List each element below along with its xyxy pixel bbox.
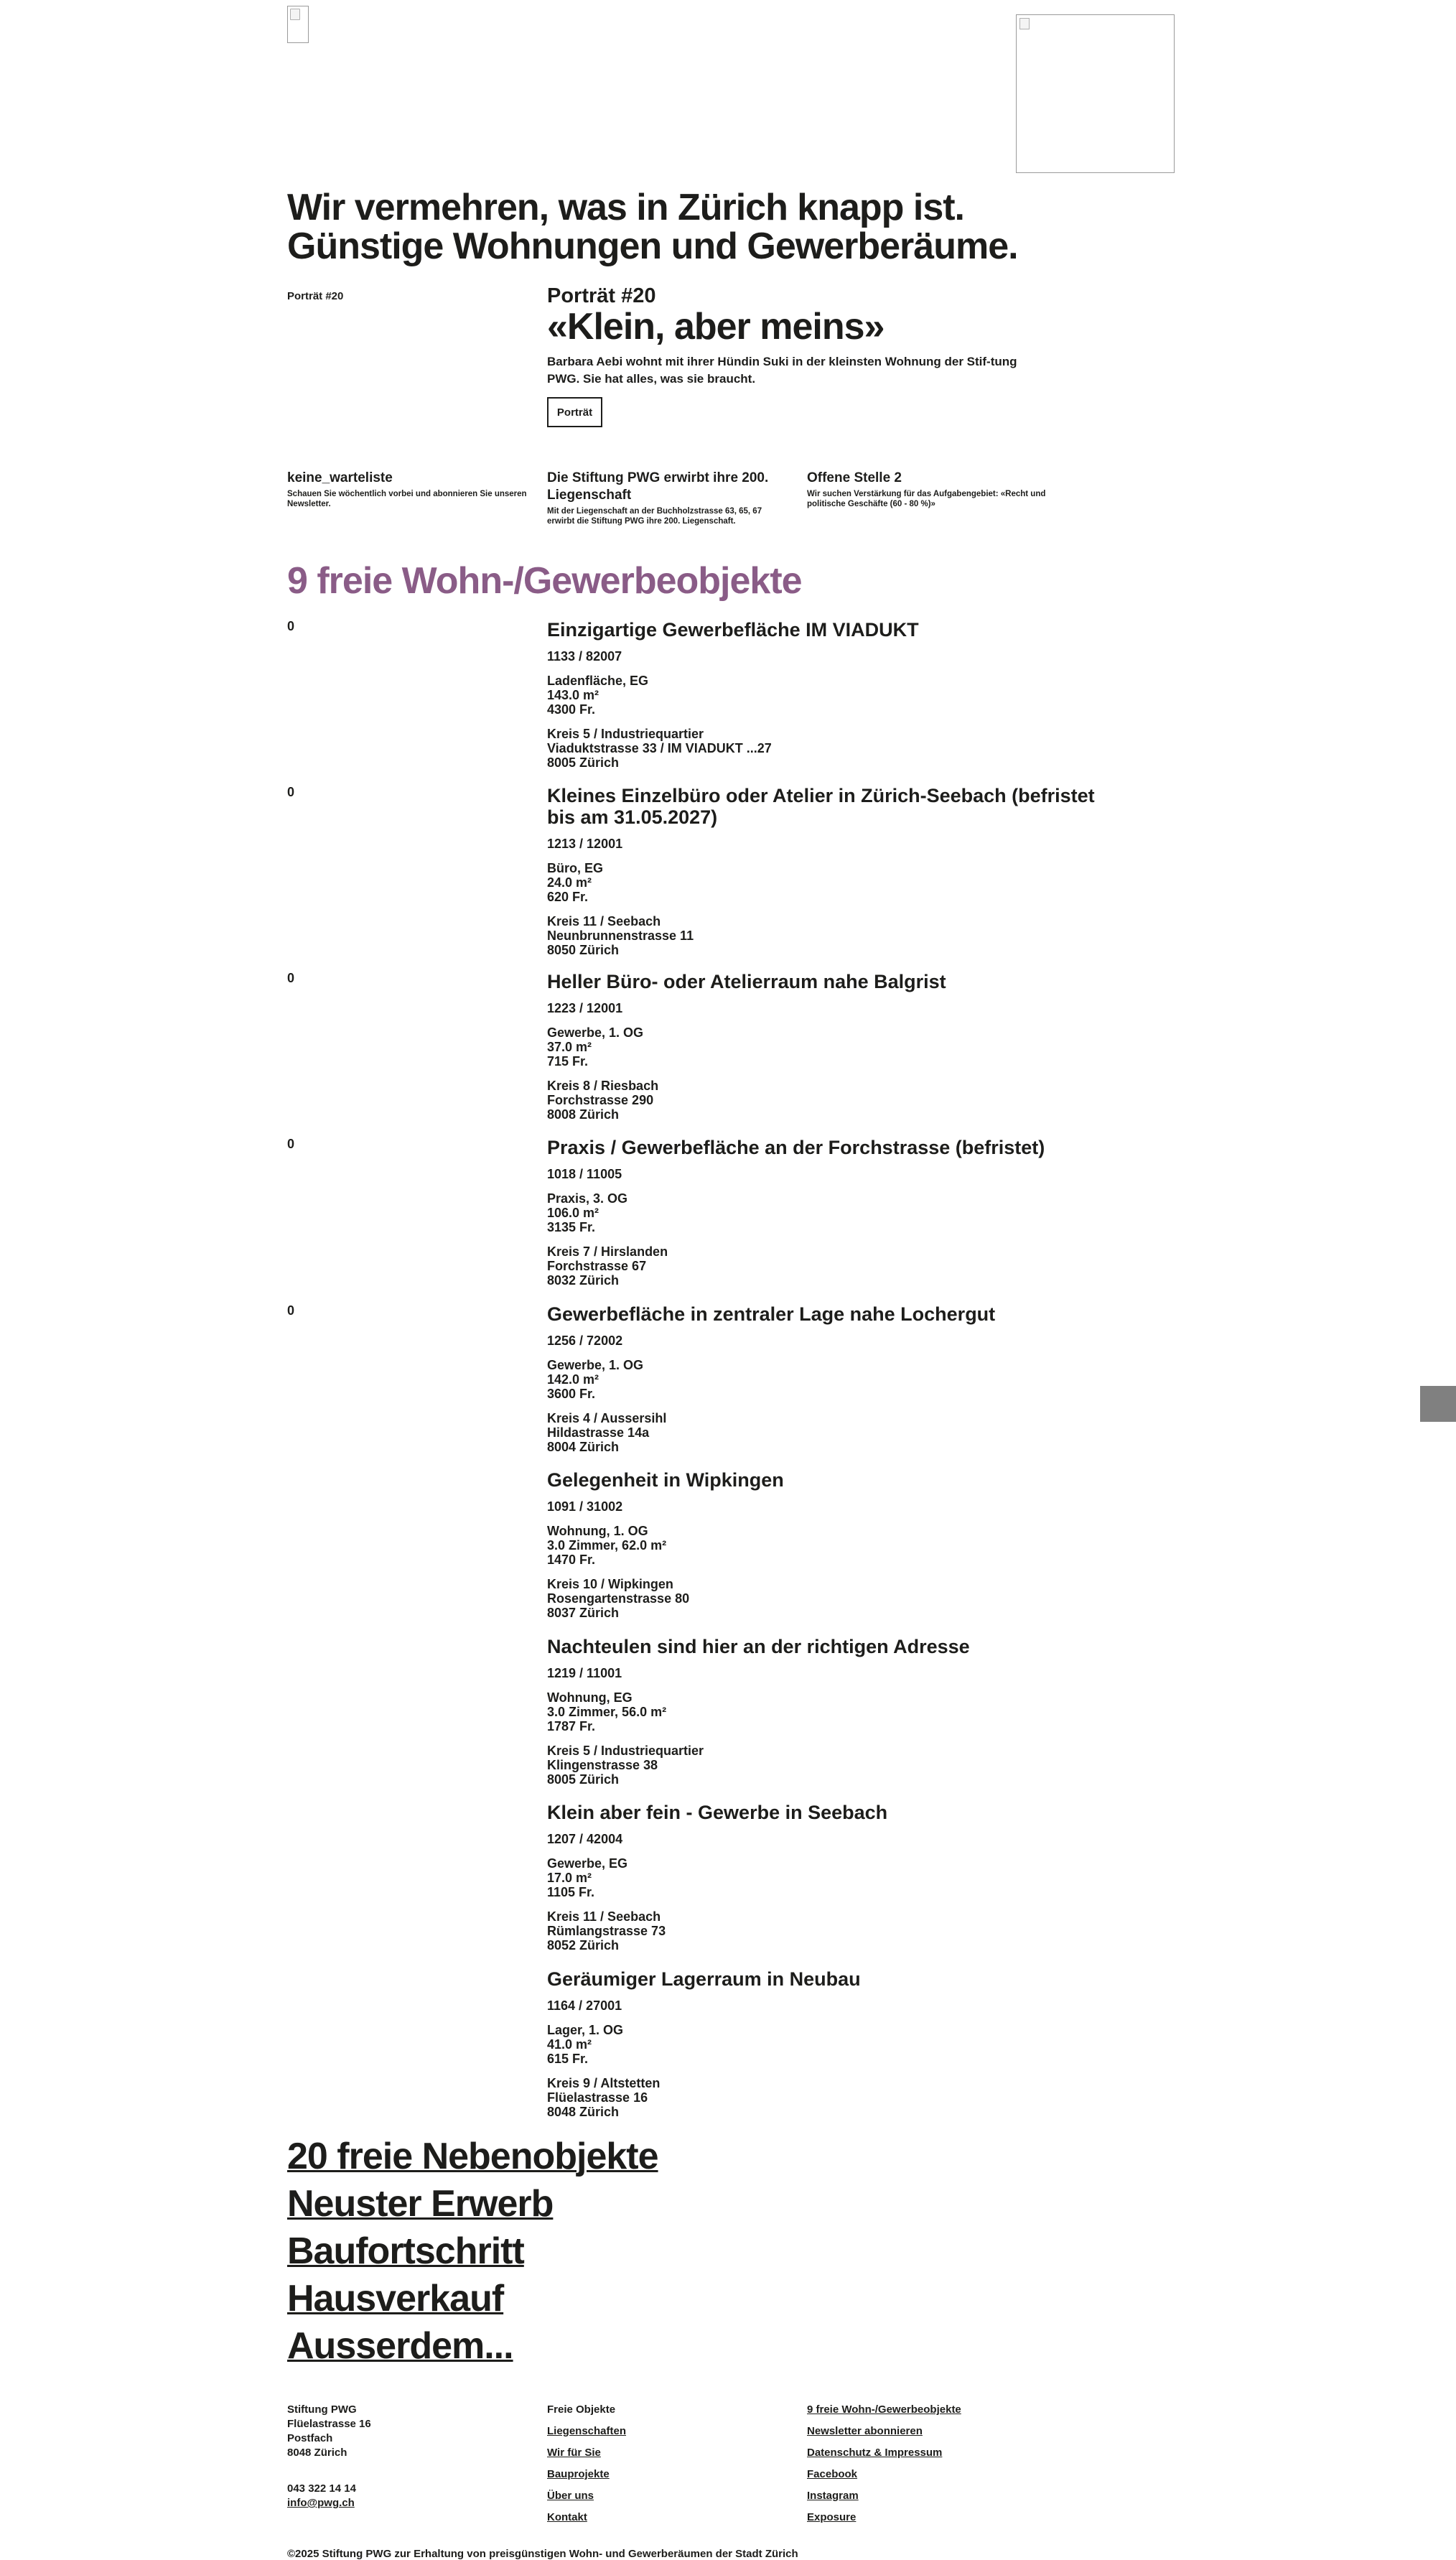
listing-street: Rosengartenstrasse 80 [547,1591,690,1606]
news-text: Schauen Sie wöchentlich vorbei und abonnieren Sie unseren Newsletter. [287,490,527,508]
footer-address-line: Postfach [287,2432,333,2444]
listing-city: 8004 Zürich [547,1440,620,1454]
listing-size: 17.0 m² [547,1871,592,1885]
listing-type: Gewerbe, 1. OG [547,1358,644,1372]
listing-ref: 1018 / 11005 [547,1167,622,1181]
listing-city: 8032 Zürich [547,1273,620,1288]
footer-nav [547,2403,626,2532]
listing-count: 0 [287,619,295,633]
listing-kreis: Kreis 5 / Industriequartier [547,1744,704,1758]
listing-price: 4300 Fr. [547,702,596,717]
listing-type: Wohnung, EG [547,1690,633,1705]
listing-title[interactable]: Kleines Einzelbüro oder Atelier in Zürich-Seebach (befristet bis am 31.05.2027) [547,785,1095,828]
listing-ref: 1213 / 12001 [547,837,623,851]
broken-image-icon [290,9,300,20]
listing-size: 41.0 m² [547,2037,592,2052]
footer-email-link[interactable]: info@pwg.ch [287,2497,355,2509]
listing-title[interactable]: Gelegenheit in Wipkingen [547,1469,784,1491]
footer-more-links [807,2403,961,2532]
listing-count: 0 [287,1303,295,1318]
listing-city: 8008 Zürich [547,1107,620,1122]
listing-title[interactable]: Einzigartige Gewerbefläche IM VIADUKT [547,619,919,641]
news-title: Offene Stelle 2 [807,470,902,485]
listing-price: 1470 Fr. [547,1553,596,1567]
footer-link-ueber-uns[interactable]: Über uns [547,2490,594,2502]
listing-ref: 1256 / 72002 [547,1333,623,1348]
listing-street: Rümlangstrasse 73 [547,1924,666,1938]
listing-city: 8005 Zürich [547,1772,620,1787]
listing-size: 106.0 m² [547,1206,599,1220]
news-item[interactable] [287,470,538,509]
section-links [287,2133,658,2370]
listing-price: 3600 Fr. [547,1387,596,1401]
listing-ref: 1091 / 31002 [547,1499,623,1514]
link-ausserdem[interactable]: Ausserdem... [287,2325,513,2367]
listing-count: 0 [287,971,295,985]
footer-phone: 043 322 14 14 [287,2482,356,2495]
news-text: Mit der Liegenschaft an der Buchholzstrasse 63, 65, 67 erwirbt die Stiftung PWG ihre 200. Liegenschaft. [547,507,762,526]
listing-size: 3.0 Zimmer, 62.0 m² [547,1538,667,1553]
listing-street: Hildastrasse 14a [547,1425,650,1440]
listing-price: 1105 Fr. [547,1885,595,1899]
footer-address [287,2403,371,2510]
scroll-to-top-button[interactable] [1420,1386,1456,1422]
listing-street: Flüelastrasse 16 [547,2090,648,2105]
listing-street: Klingenstrasse 38 [547,1758,658,1772]
listing-ref: 1223 / 12001 [547,1001,623,1015]
listing-size: 142.0 m² [547,1372,599,1387]
listing-price: 1787 Fr. [547,1719,596,1733]
listing-type: Wohnung, 1. OG [547,1524,648,1538]
listing-price: 615 Fr. [547,2052,589,2066]
listing-kreis: Kreis 4 / Aussersihl [547,1411,667,1425]
headline-line-2: Günstige Wohnungen und Gewerberäume. [287,225,1018,267]
listing-street: Viaduktstrasse 33 / IM VIADUKT ...27 [547,741,772,755]
footer-address-line: Flüelastrasse 16 [287,2418,371,2430]
listing-type: Gewerbe, 1. OG [547,1025,644,1040]
portrait-side-label: Porträt #20 [287,290,344,302]
footer-link-datenschutz[interactable]: Datenschutz & Impressum [807,2447,943,2459]
listing-size: 143.0 m² [547,688,599,702]
listing-price: 3135 Fr. [547,1220,596,1234]
listing-title[interactable]: Praxis / Gewerbefläche an der Forchstrasse (befristet) [547,1137,1045,1158]
footer-link-exposure[interactable]: Exposure [807,2511,857,2523]
listing-kreis: Kreis 11 / Seebach [547,914,661,928]
news-item[interactable] [547,470,798,526]
listing-ref: 1133 / 82007 [547,649,622,664]
hero-image [1016,14,1175,173]
link-neuster-erwerb[interactable]: Neuster Erwerb [287,2183,554,2225]
listing-ref: 1207 / 42004 [547,1832,623,1846]
listing-size: 3.0 Zimmer, 56.0 m² [547,1705,667,1719]
listing-price: 620 Fr. [547,890,589,904]
link-baufortschritt[interactable]: Baufortschritt [287,2230,524,2272]
portrait-lead: Barbara Aebi wohnt mit ihrer Hündin Suki in der kleinsten Wohnung der Stif-tung PWG. Sie hat alles, was sie braucht. [547,355,1017,386]
listing-title[interactable]: Nachteulen sind hier an der richtigen Adresse [547,1636,970,1657]
news-item[interactable] [807,470,1058,509]
listing-kreis: Kreis 5 / Industriequartier [547,727,704,741]
listing-kreis: Kreis 7 / Hirslanden [547,1244,668,1259]
footer-link-newsletter[interactable]: Newsletter abonnieren [807,2425,923,2437]
footer-link-wir-fuer-sie[interactable]: Wir für Sie [547,2447,601,2459]
listing-type: Büro, EG [547,861,604,875]
listing-title[interactable]: Heller Büro- oder Atelierraum nahe Balgrist [547,971,946,992]
listing-type: Gewerbe, EG [547,1856,628,1871]
news-title: Die Stiftung PWG erwirbt ihre 200. Liegenschaft [547,470,769,503]
listing-city: 8005 Zürich [547,755,620,770]
news-text: Wir suchen Verstärkung für das Aufgabengebiet: «Recht und politische Geschäfte (60 - 80 %)» [807,490,1046,508]
footer-address-line: Stiftung PWG [287,2403,357,2416]
news-title: keine_warteliste [287,470,393,485]
listing-price: 715 Fr. [547,1054,589,1069]
footer-address-line: 8048 Zürich [287,2447,347,2459]
listing-size: 37.0 m² [547,1040,592,1054]
listing-ref: 1164 / 27001 [547,1998,622,2013]
listing-title[interactable]: Gewerbefläche in zentraler Lage nahe Lochergut [547,1303,996,1325]
link-hausverkauf[interactable]: Hausverkauf [287,2278,504,2319]
footer-link-objekte[interactable]: 9 freie Wohn-/Gewerbeobjekte [807,2403,961,2416]
portrait-kicker: Porträt #20 [547,284,656,307]
listing-kreis: Kreis 8 / Riesbach [547,1079,659,1093]
listing-type: Praxis, 3. OG [547,1191,628,1206]
listing-type: Ladenfläche, EG [547,674,649,688]
listing-street: Forchstrasse 290 [547,1093,654,1107]
link-nebenobjekte[interactable]: 20 freie Nebenobjekte [287,2136,658,2177]
footer-link-bauprojekte[interactable]: Bauprojekte [547,2468,610,2480]
listing-city: 8037 Zürich [547,1606,620,1620]
listing-city: 8052 Zürich [547,1938,620,1952]
page-headline [287,188,1091,266]
listing-street: Forchstrasse 67 [547,1259,647,1273]
listing-kreis: Kreis 10 / Wipkingen [547,1577,673,1591]
listing-size: 24.0 m² [547,875,592,890]
listing-kreis: Kreis 11 / Seebach [547,1909,661,1924]
listing-title[interactable]: Geräumiger Lagerraum in Neubau [547,1968,861,1990]
listings-section-title: 9 freie Wohn-/Gewerbeobjekte [287,560,802,602]
footer-link-instagram[interactable]: Instagram [807,2490,859,2502]
footer-copyright: ©2025 Stiftung PWG zur Erhaltung von preisgünstigen Wohn- und Gewerberäumen der Stadt Zürich [287,2548,798,2560]
portrait-title: «Klein, aber meins» [547,306,885,348]
footer-link-facebook[interactable]: Facebook [807,2468,858,2480]
listing-street: Neunbrunnenstrasse 11 [547,928,694,943]
broken-image-icon [1019,18,1030,29]
listing-city: 8050 Zürich [547,943,620,957]
footer-link-liegenschaften[interactable]: Liegenschaften [547,2425,627,2437]
listing-count: 0 [287,785,295,799]
listing-count: 0 [287,1137,295,1151]
listing-title[interactable]: Klein aber fein - Gewerbe in Seebach [547,1802,888,1823]
listing-type: Lager, 1. OG [547,2023,624,2037]
footer-heading: Freie Objekte [547,2403,616,2416]
portrait-button[interactable]: Porträt [547,397,602,427]
listing-city: 8048 Zürich [547,2105,620,2119]
listing-kreis: Kreis 9 / Altstetten [547,2076,661,2090]
footer-link-kontakt[interactable]: Kontakt [547,2511,587,2523]
listing-ref: 1219 / 11001 [547,1666,622,1680]
headline-line-1: Wir vermehren, was in Zürich knapp ist. [287,187,965,228]
logo-link[interactable] [287,6,309,43]
